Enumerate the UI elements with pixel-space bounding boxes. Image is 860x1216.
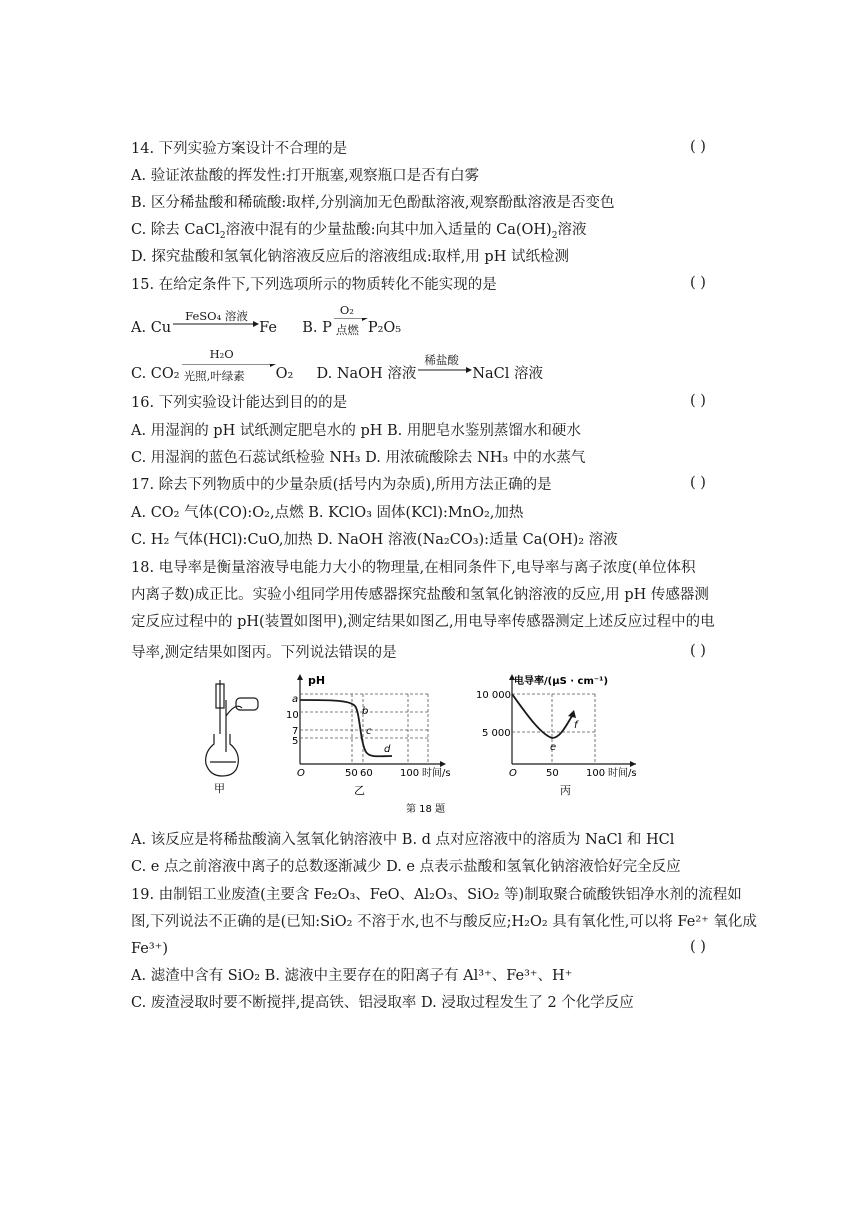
q14-option-c: C. 除去 CaCl$_2$溶液中混有的少量盐酸:向其中加入适量的 $Ca(OH)_2$溶液 [131,222,587,241]
q15-a-from: A. Cu [131,320,172,336]
ph-point-d: d [384,744,391,755]
bing-time-label: 时间/s [608,768,637,779]
q15-d-from: D. NaOH 溶液 [316,366,417,382]
bing-tick-100: 100 [586,768,606,779]
ph-tick-10: 10 [286,710,299,721]
yi-tick-o: O [297,768,305,779]
q15-c-bottom: 光照,叶绿素 [183,369,245,383]
q19-options-ab: A. 滤渣中含有 SiO₂ B. 滤液中主要存在的阳离子有 Al³⁺、Fe³⁺、H⁺ [131,968,573,984]
q14-answer-paren[interactable]: ( ) [690,139,706,155]
q18-options-cd: C. e 点之前溶液中离子的总数逐渐减少 D. e 点表示盐酸和氢氧化钠溶液恰好完全反应 [131,859,681,875]
q15-b-to: P₂O₅ [367,320,402,336]
cond-axis-label: 电导率/(μS · cm⁻¹) [514,676,609,687]
q14-option-b: B. 区分稀盐酸和稀硫酸:取样,分别滴加无色酚酞溶液,观察酚酞溶液是否变色 [131,195,615,211]
q16-answer-paren[interactable]: ( ) [690,393,706,409]
q17-options-ab: A. CO₂ 气体(CO):O₂,点燃 B. KClO₃ 固体(KCl):MnO₂,加热 [131,505,524,521]
q14-option-d: D. 探究盐酸和氢氧化钠溶液反应后的溶液组成:取样,用 pH 试纸检测 [131,249,569,265]
q15-b-from: B. P [302,320,332,336]
ph-tick-7: 7 [292,726,299,737]
q15-a-reagent: FeSO₄ 溶液 [185,309,248,323]
q18-figure [200,672,640,822]
conductivity-chart [476,674,637,779]
ph-axis-label: pH [308,674,326,687]
q15-options-ab [131,303,744,338]
q18-stem-line3: 定反应过程中的 pH(装置如图甲),测定结果如图乙,用电导率传感器测定上述反应过程中的电 [131,614,715,630]
q15-b-arrow [332,303,368,338]
q16-options-ab: A. 用湿润的 pH 试纸测定肥皂水的 pH B. 用肥皂水鉴别蒸馏水和硬水 [131,423,581,439]
q19-answer-paren[interactable]: ( ) [690,939,706,955]
yi-tick-100: 100 [400,768,420,779]
bing-tick-50: 50 [546,768,559,779]
cond-tick-5000: 5 000 [482,728,511,739]
ph-tick-5: 5 [292,736,299,747]
q17-options-cd: C. H₂ 气体(HCl):CuO,加热 D. NaOH 溶液(Na₂CO₃):适量 Ca(OH)₂ 溶液 [131,532,618,548]
q18-options-ab: A. 该反应是将稀盐酸滴入氢氧化钠溶液中 B. d 点对应溶液中的溶质为 NaCl 和 HCl [131,832,675,848]
q18-stem-line4: 导率,测定结果如图丙。下列说法错误的是 [131,645,397,661]
ph-chart [286,674,451,779]
q15-b-top: O₂ [339,303,354,317]
q19-stem-line1: 19. 由制铝工业废渣(主要含 Fe₂O₃、FeO、Al₂O₃、SiO₂ 等)制取聚合硫酸铁铝净水剂的流程如 [131,887,742,903]
fig-caption: 第 18 题 [406,804,446,815]
apparatus-jia [206,680,258,776]
q15-a-arrow [171,309,259,338]
q15-c-arrow [180,347,276,384]
q14-stem: 14. 下列实验方案设计不合理的是 [131,141,348,157]
q15-stem: 15. 在给定条件下,下列选项所示的物质转化不能实现的是 [131,277,497,293]
q17-stem: 17. 除去下列物质中的少量杂质(括号内为杂质),所用方法正确的是 [131,477,552,493]
yi-time-label: 时间/s [422,768,451,779]
cond-point-e: e [550,742,557,753]
q15-d-top: 稀盐酸 [424,353,459,367]
q17-answer-paren[interactable]: ( ) [690,475,706,491]
q16-stem: 16. 下列实验设计能达到目的的是 [131,395,348,411]
label-yi: 乙 [354,784,365,797]
q18-stem-line1: 18. 电导率是衡量溶液导电能力大小的物理量,在相同条件下,电导率与离子浓度(单位体积 [131,560,696,576]
bing-tick-o: O [509,768,517,779]
q19-stem-line2: 图,下列说法不正确的是(已知:SiO₂ 不溶于水,也不与酸反应;H₂O₂ 具有氧化性,可以将 Fe²⁺ 氧化成 [131,914,757,930]
ph-point-a: a [292,694,299,705]
q19-stem-line3: Fe³⁺) [131,941,168,957]
q18-answer-paren[interactable]: ( ) [690,643,706,659]
ph-point-c: c [366,726,372,737]
q19-options-cd: C. 废渣浸取时要不断搅拌,提高铁、铝浸取率 D. 浸取过程发生了 2 个化学反应 [131,995,634,1011]
ph-point-b: b [362,706,369,717]
q15-options-cd [131,347,744,384]
q15-d-arrow [416,353,472,384]
label-bing: 丙 [560,784,571,797]
q15-a-to: Fe [259,320,277,336]
yi-tick-60: 60 [360,768,373,779]
cond-tick-10000: 10 000 [476,690,511,701]
q15-c-from: C. CO₂ [131,366,180,382]
yi-tick-50: 50 [345,768,358,779]
q15-d-to: NaCl 溶液 [472,366,544,382]
q15-b-bottom: 点燃 [335,323,359,337]
q16-options-cd: C. 用湿润的蓝色石蕊试纸检验 NH₃ D. 用浓硫酸除去 NH₃ 中的水蒸气 [131,450,586,466]
q18-stem-line2: 内离子数)成正比。实验小组同学用传感器探究盐酸和氢氧化钠溶液的反应,用 pH 传感器测 [131,587,709,603]
q14-option-a: A. 验证浓盐酸的挥发性:打开瓶塞,观察瓶口是否有白雾 [131,168,480,184]
cond-point-f: f [574,720,578,731]
label-jia: 甲 [214,782,225,795]
q15-c-top: H₂O [209,347,234,361]
q15-c-to: O₂ [275,366,294,382]
q15-answer-paren[interactable]: ( ) [690,275,706,291]
